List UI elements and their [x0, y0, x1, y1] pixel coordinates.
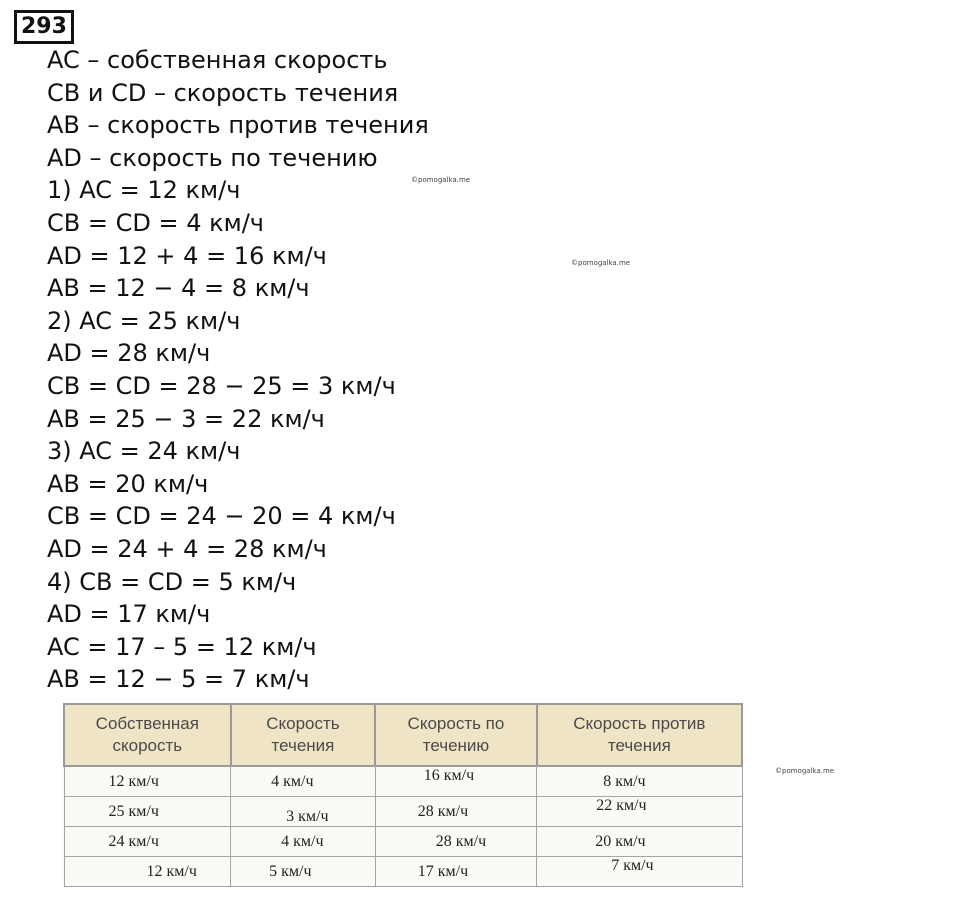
table-cell [231, 857, 376, 887]
cell-value: 12 км/ч [146, 862, 197, 880]
solution-line: 3) AC = 24 км/ч [47, 437, 241, 466]
solution-lines [47, 44, 429, 696]
cell-value: 4 км/ч [281, 832, 324, 850]
cell-value: 12 км/ч [108, 772, 159, 790]
table-cell [375, 797, 536, 827]
solution-line: 4) CB = CD = 5 км/ч [47, 567, 297, 596]
watermark: ©pomogalka.me [411, 176, 471, 184]
table-row [64, 766, 742, 797]
table-cell [64, 797, 231, 827]
table-row [64, 827, 742, 857]
table-cell [537, 797, 742, 827]
cell-value: 28 км/ч [417, 802, 469, 820]
problem-number: 293 [14, 10, 74, 44]
cell-value: 7 км/ч [611, 857, 654, 874]
table-cell [231, 797, 376, 827]
table-cell [375, 857, 536, 887]
solution-line: AD = 28 км/ч [47, 339, 211, 368]
solution-line: AD = 17 км/ч [47, 600, 211, 629]
watermark: ©pomogalka.me [775, 767, 835, 775]
solution-line: AB – скорость против течения [47, 111, 429, 140]
solution-line: AB = 25 − 3 = 22 км/ч [47, 404, 325, 433]
table-cell [375, 766, 536, 797]
cell-value: 8 км/ч [603, 772, 646, 790]
table-row [64, 797, 742, 827]
cell-value: 4 км/ч [271, 772, 314, 790]
cell-value: 5 км/ч [269, 862, 312, 880]
cell-value: 25 км/ч [108, 802, 159, 820]
solution-line: AB = 20 км/ч [47, 469, 209, 498]
header-upstream-speed: Скорость против течения [537, 704, 742, 766]
solution-line: CB = CD = 24 − 20 = 4 км/ч [47, 502, 396, 531]
cell-value: 24 км/ч [108, 832, 159, 850]
solution-line: 2) AC = 25 км/ч [47, 306, 241, 335]
cell-value: 28 км/ч [435, 832, 487, 850]
solution-line: AC = 17 – 5 = 12 км/ч [47, 632, 317, 661]
table-cell [537, 827, 742, 857]
solution-line: AC – собственная скорость [47, 46, 388, 74]
speed-table [63, 703, 743, 887]
header-current-speed: Скорость течения [231, 704, 376, 766]
solution-line: 1) AC = 12 км/ч [47, 176, 241, 205]
table-cell [64, 827, 231, 857]
cell-value: 16 км/ч [423, 767, 475, 784]
solution-line: CB = CD = 28 − 25 = 3 км/ч [47, 371, 396, 400]
cell-value: 17 км/ч [417, 862, 469, 880]
table-cell [537, 766, 742, 797]
table-header-row [64, 704, 742, 766]
table-cell [375, 827, 536, 857]
solution-line: AB = 12 − 5 = 7 км/ч [47, 665, 310, 694]
table-row [64, 857, 742, 887]
table-cell [64, 857, 231, 887]
solution-line: AB = 12 − 4 = 8 км/ч [47, 274, 310, 303]
solution-line: AD = 12 + 4 = 16 км/ч [47, 241, 327, 270]
solution-line: CB = CD = 4 км/ч [47, 208, 264, 237]
solution-line: CB и CD – скорость течения [47, 78, 399, 107]
header-downstream-speed: Скорость по течению [375, 704, 536, 766]
table-cell [64, 766, 231, 797]
header-own-speed: Собственная скорость [64, 704, 231, 766]
cell-value: 3 км/ч [286, 808, 329, 825]
table-cell [537, 857, 742, 887]
solution-line: AD = 24 + 4 = 28 км/ч [47, 534, 327, 563]
watermark: ©pomogalka.me [571, 259, 631, 267]
cell-value: 22 км/ч [596, 797, 647, 814]
table-cell [231, 766, 376, 797]
table-cell [231, 827, 376, 857]
solution-line: AD – скорость по течению [47, 143, 378, 172]
cell-value: 20 км/ч [595, 832, 646, 850]
